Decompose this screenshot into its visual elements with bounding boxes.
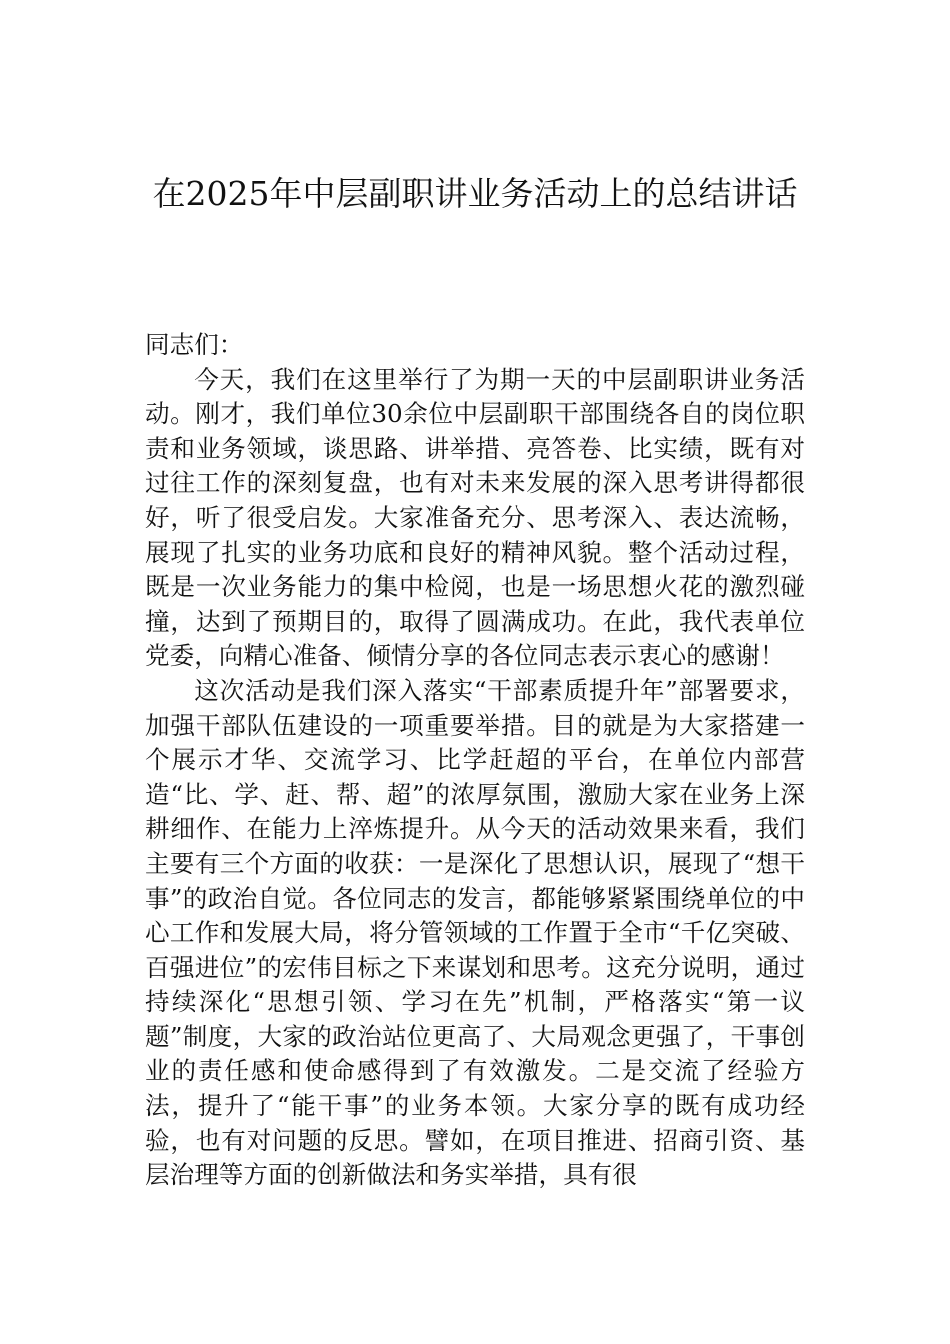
paragraph-1: 今天，我们在这里举行了为期一天的中层副职讲业务活动。刚才，我们单位30余位中层副职干部围绕各自的岗位职责和业务领域，谈思路、讲举措、亮答卷、比实绩，既有对过往工作的深刻复盘，也有对未来发展的深入思考讲得都很好，听了很受启发。大家准备充分、思考深入、表达流畅，展现了扎实的业务功底和良好的精神风貌。整个活动过程，既是一次业务能力的集中检阅，也是一场思想火花的激烈碰撞，达到了预期目的，取得了圆满成功。在此，我代表单位党委，向精心准备、倾情分享的各位同志表示衷心的感谢！ — [145, 364, 805, 671]
document-body — [145, 328, 805, 1193]
salutation: 同志们： — [145, 330, 244, 359]
document-title: 在2025年中层副职讲业务活动上的总结讲话 — [152, 174, 798, 213]
paragraph-2: 这次活动是我们深入落实“干部素质提升年”部署要求，加强干部队伍建设的一项重要举措。目的就是为大家搭建一个展示才华、交流学习、比学赶超的平台，在单位内部营造“比、学、赶、帮、超”的浓厚氛围，激励大家在业务上深耕细作、在能力上淬炼提升。从今天的活动效果来看，我们主要有三个方面的收获：一是深化了思想认识，展现了“想干事”的政治自觉。各位同志的发言，都能够紧紧围绕单位的中心工作和发展大局，将分管领域的工作置于全市“千亿突破、百强进位”的宏伟目标之下来谋划和思考。这充分说明，通过持续深化“思想引领、学习在先”机制，严格落实“第一议题”制度，大家的政治站位更高了、大局观念更强了，干事创业的责任感和使命感得到了有效激发。二是交流了经验方法，提升了“能干事”的业务本领。大家分享的既有成功经验，也有对问题的反思。譬如，在项目推进、招商引资、基层治理等方面的创新做法和务实举措，具有很 — [145, 675, 805, 1190]
